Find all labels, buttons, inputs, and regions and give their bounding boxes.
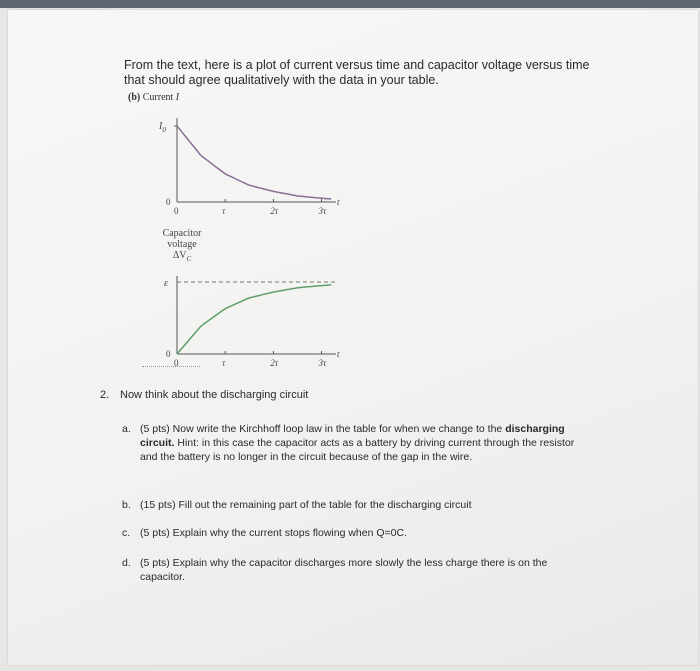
voltage-curve <box>177 285 331 354</box>
voltage-x-axis-label: t <box>337 349 340 359</box>
current-chart <box>140 104 350 226</box>
question-text: Now think about the discharging circuit <box>120 389 309 401</box>
item-body: (5 pts) Explain why the capacitor discharges more slowly the less charge there is on the capacitor. <box>140 557 548 583</box>
item-letter: d. <box>122 557 131 569</box>
item-body: (5 pts) Now write the Kirchhoff loop law in the table for when we change to the discharging circuit. Hint: in this case the capacitor acts as a battery by driving current through the resistor and the battery is no longer in the circuit because of the gap in the wire. <box>140 423 575 463</box>
x-tick-label: 3τ <box>318 206 327 216</box>
item-letter: b. <box>122 499 131 511</box>
voltage-label-line1: Capacitor <box>162 228 202 239</box>
intro-paragraph: From the text, here is a plot of current versus time and capacitor voltage versus time that should agree qualitatively with the data in your table. <box>124 58 590 87</box>
voltage-y-axis-title <box>152 228 212 265</box>
top-bar <box>0 0 700 8</box>
voltage-label-line2: voltage <box>167 239 197 250</box>
item-letter: a. <box>122 423 131 435</box>
figure-caption-line <box>142 366 200 369</box>
item-body: (5 pts) Explain why the current stops flowing when Q=0C. <box>140 527 408 539</box>
x-tick-label: 2τ <box>270 206 279 216</box>
voltage-chart <box>140 268 350 372</box>
x-tick-label: τ <box>222 206 226 216</box>
current-y-top-label: $I_0$ <box>159 121 166 134</box>
voltage-label-symbol: $\Delta V_C$ <box>172 250 192 263</box>
question-number: 2. <box>100 389 110 401</box>
x-tick-label: τ <box>222 358 226 368</box>
item-body: (15 pts) Fill out the remaining part of the table for the discharging circuit <box>140 499 472 511</box>
x-tick-label: 0 <box>174 206 179 216</box>
panel-letter: (b) <box>128 92 141 103</box>
x-tick-label: 2τ <box>270 358 279 368</box>
item-letter: c. <box>122 527 131 539</box>
panel-symbol: I <box>175 92 180 103</box>
x-tick-label: 0 <box>174 358 179 368</box>
voltage-y-zero-label: 0 <box>166 349 171 359</box>
figure-panel-label <box>128 92 179 103</box>
current-y-zero-label: 0 <box>166 197 171 207</box>
x-tick-label: 3τ <box>318 358 327 368</box>
current-x-axis-label: t <box>337 197 340 207</box>
current-curve <box>177 126 331 199</box>
panel-title: Current <box>142 92 174 103</box>
voltage-y-top-label: ε <box>164 278 168 289</box>
